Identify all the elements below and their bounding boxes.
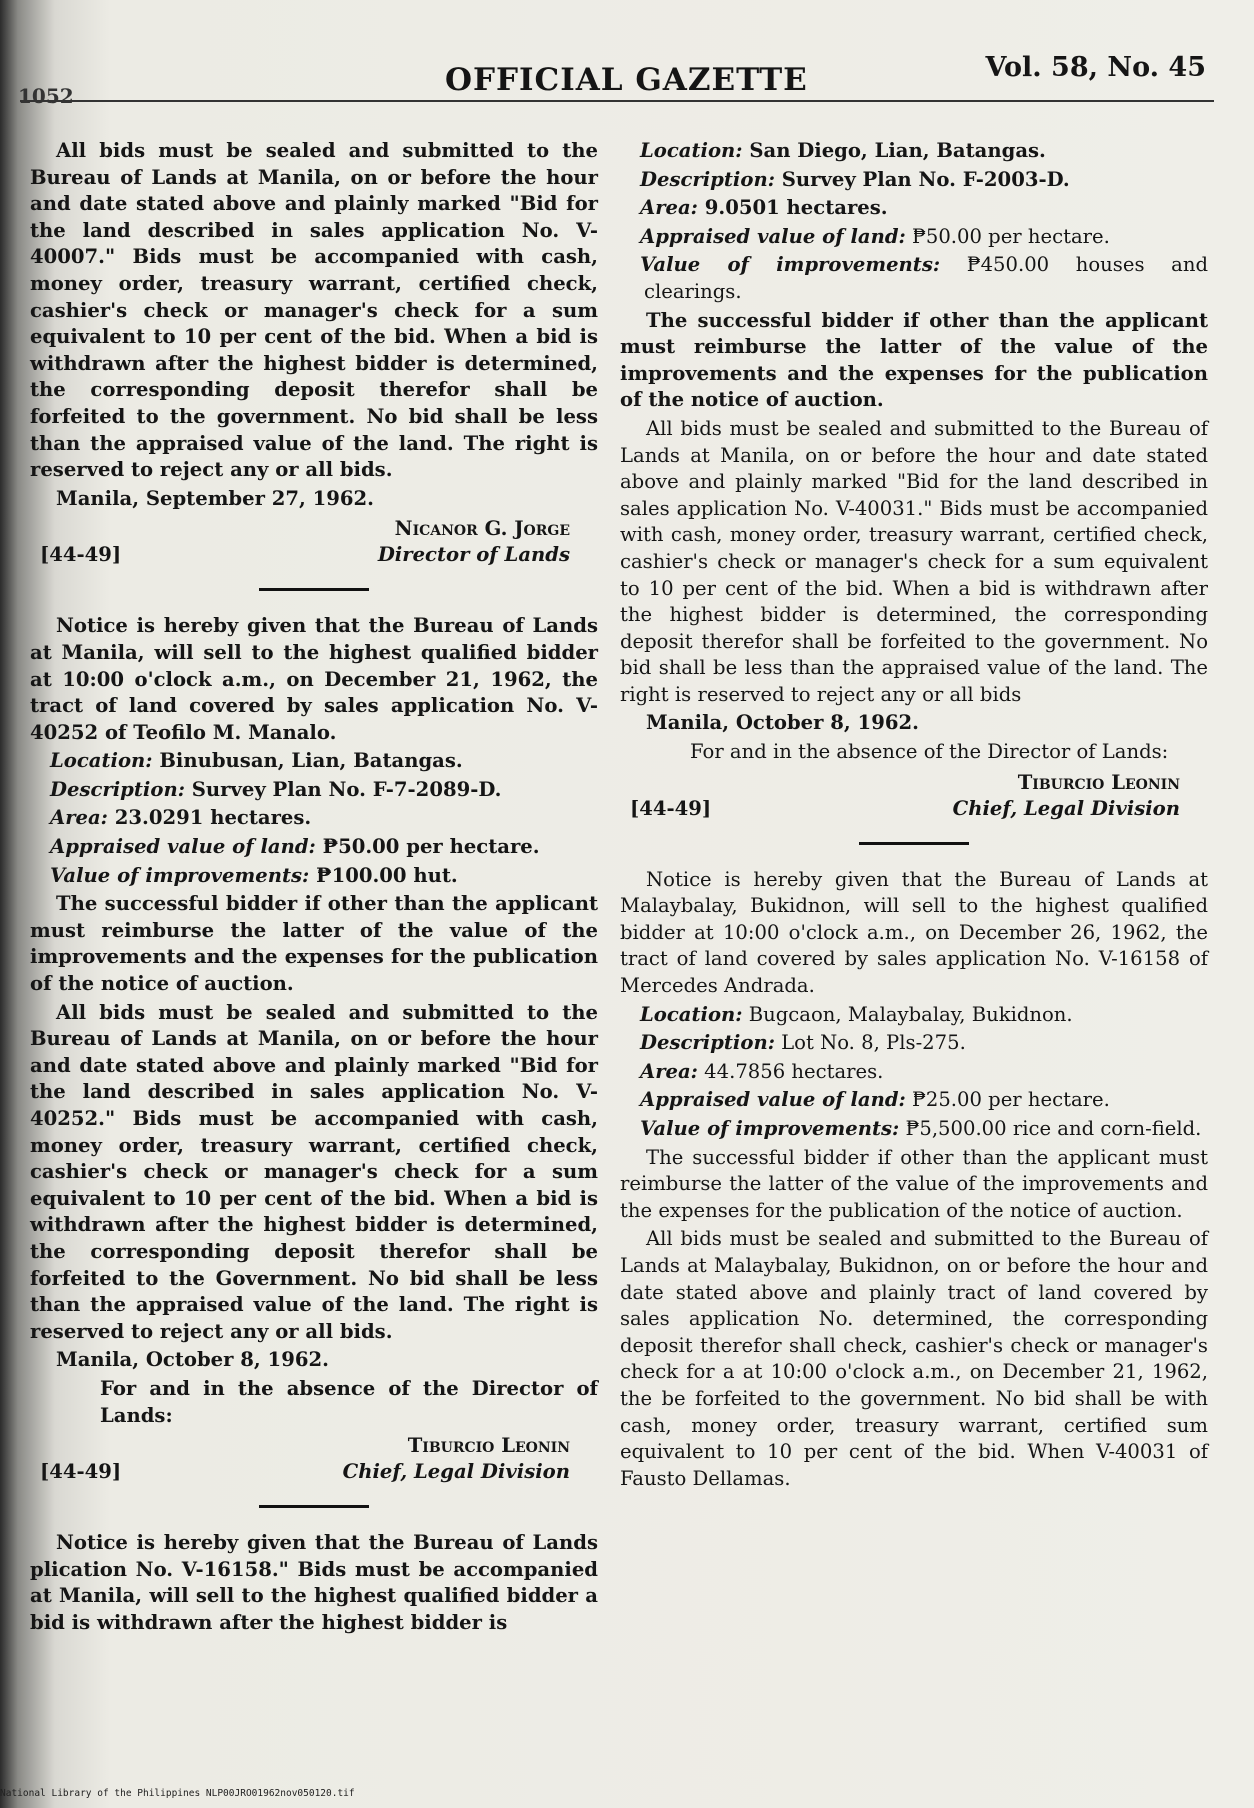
signatory-name: Tiburcio Leonin <box>407 1434 570 1458</box>
left-column <box>30 138 598 1738</box>
right-description: Description: Survey Plan No. F-2003-D. <box>640 167 1070 191</box>
volume-number: Vol. 58, No. 45 <box>985 52 1206 83</box>
left-signature-2 <box>30 1433 598 1489</box>
left-date-2: Manila, October 8, 1962. <box>56 1348 329 1372</box>
left-improvements: Value of improvements: ₱100.00 hut. <box>50 863 458 887</box>
right-bid-paragraph-1: All bids must be sealed and submitted to the Bureau of Lands at Manila, on or before the hour and date stated above and plainly marked "Bid for the land described in sales application No. V-40031." Bids must be accompanied with cash, money order, treasury warrant, certified check, cashier's check or manager's check for a sum equivalent to 10 per cent of the bid. When a bid is withdrawn after the highest bidder is determined, the corresponding deposit therefor shall be forfeited to the government. No bid shall be less than the appraised value of the land. The right is reserved to reject any or all bids <box>620 416 1208 706</box>
right-location-2: Location: Bugcaon, Malaybalay, Bukidnon. <box>640 1002 1073 1026</box>
notice-number: [44-49] <box>40 1460 122 1484</box>
right-improvements-2: Value of improvements: ₱5,500.00 rice and corn-field. <box>640 1117 1202 1140</box>
signatory-name: Nicanor G. Jorge <box>394 517 570 541</box>
right-bidder-paragraph-1: The successful bidder if other than the applicant must reimburse the latter of the value of the improvements and the expenses for the publication of the notice of auction. <box>620 308 1208 412</box>
left-area: Area: 23.0291 hectares. <box>50 806 312 830</box>
separator <box>259 1505 369 1508</box>
notice-number: [44-49] <box>40 543 122 567</box>
left-appraised: Appraised value of land: ₱50.00 per hectare. <box>50 835 540 859</box>
left-absence-line: For and in the absence of the Director of Lands: <box>100 1376 598 1427</box>
header-rule <box>20 100 1214 102</box>
right-improvements: Value of improvements: ₱450.00 houses and clearings. <box>640 253 1208 303</box>
right-absence-line: For and in the absence of the Director of Lands: <box>690 740 1169 764</box>
page-title: OFFICIAL GAZETTE <box>445 62 808 98</box>
signatory-title: Chief, Legal Division <box>952 796 1180 820</box>
right-location: Location: San Diego, Lian, Batangas. <box>640 139 1046 162</box>
right-notice-2: Notice is hereby given that the Bureau of Lands at Malaybalay, Bukidnon, will sell to the highest qualified bidder at 10:00 o'clock a.m., on December 26, 1962, the tract of land covered by sales application No. V-16158 of Mercedes Andrada. <box>620 867 1208 998</box>
separator <box>859 842 969 845</box>
right-area: Area: 9.0501 hectares. <box>640 196 888 220</box>
left-notice-3: Notice is hereby given that the Bureau of Lands plication No. V-16158." Bids must be accompanied at Manila, will sell to the highest qualified bidder a bid is withdrawn after the highest bidder is <box>30 1531 598 1634</box>
right-column <box>620 138 1208 1738</box>
right-bidder-paragraph-2: The successful bidder if other than the applicant must reimburse the latter of the value of the improvements and the expenses for the publication of the notice of auction. <box>620 1145 1208 1222</box>
right-bid-paragraph-2: All bids must be sealed and submitted to the Bureau of Lands at Malaybalay, Bukidnon, on or before the hour and date stated above and plainly tract of land covered by sales application No. determined, the corresponding deposit therefor shall check, cashier's check or manager's check for a at 10:00 o'clock a.m., on December 21, 1962, the be forfeited to the government. No bid shall be with cash, money order, treasury warrant, certified sum equivalent to 10 per cent of the bid. When V-40031 of Fausto Dellamas. <box>620 1227 1208 1490</box>
left-signature-1 <box>30 516 598 572</box>
left-notice-2: Notice is hereby given that the Bureau of Lands at Manila, will sell to the highest qualified bidder at 10:00 o'clock a.m., on December 21, 1962, the tract of land covered by sales application No. V-40252 of Teofilo M. Manalo. <box>30 614 598 744</box>
right-appraised-2: Appraised value of land: ₱25.00 per hectare. <box>640 1088 1110 1112</box>
separator <box>259 588 369 591</box>
left-bidder-paragraph: The successful bidder if other than the applicant must reimburse the latter of the value of the improvements and the expenses for the publication of the notice of auction. <box>30 892 598 996</box>
left-description: Description: Survey Plan No. F-7-2089-D. <box>50 777 502 801</box>
signatory-title: Chief, Legal Division <box>342 1460 570 1484</box>
left-location: Location: Binubusan, Lian, Batangas. <box>50 749 463 773</box>
right-area-2: Area: 44.7856 hectares. <box>640 1059 884 1083</box>
right-description-2: Description: Lot No. 8, Pls-275. <box>640 1031 966 1055</box>
page-number: 1052 <box>18 84 74 108</box>
left-bid-paragraph-1: All bids must be sealed and submitted to the Bureau of Lands at Manila, on or before the hour and date stated above and plainly marked "Bid for the land described in sales application No. V-40007." Bids must be accompanied with cash, money order, treasury warrant, certified check, cashier's check or manager's check for a sum equivalent to 10 per cent of the bid. When a bid is withdrawn after the highest bidder is determined, the corresponding deposit therefor shall be forfeited to the government. No bid shall be less than the appraised value of the land. The right is reserved to reject any or all bids. <box>30 139 598 482</box>
left-bid-paragraph-2: All bids must be sealed and submitted to the Bureau of Lands at Manila, on or before the hour and date stated above and plainly marked "Bid for the land described in sales application No. V-40252." Bids must be accompanied with cash, money order, treasury warrant, certified check, cashier's check or manager's check for a sum equivalent to 10 per cent of the bid. When a bid is withdrawn after the highest bidder is determined, the corresponding deposit therefor shall be forfeited to the Government. No bid shall be less than the appraised value of the land. The right is reserved to reject any or all bids. <box>30 1000 598 1343</box>
right-appraised: Appraised value of land: ₱50.00 per hectare. <box>640 224 1110 248</box>
right-signature-1 <box>620 770 1208 826</box>
left-date-1: Manila, September 27, 1962. <box>56 486 374 510</box>
notice-number: [44-49] <box>630 796 712 820</box>
page-header <box>0 52 1254 108</box>
signatory-title: Director of Lands <box>377 543 570 567</box>
signatory-name: Tiburcio Leonin <box>1017 770 1180 794</box>
right-date-1: Manila, October 8, 1962. <box>646 711 919 735</box>
scan-footer: National Library of the Philippines NLP00JRO01962nov050120.tif <box>0 1788 355 1799</box>
